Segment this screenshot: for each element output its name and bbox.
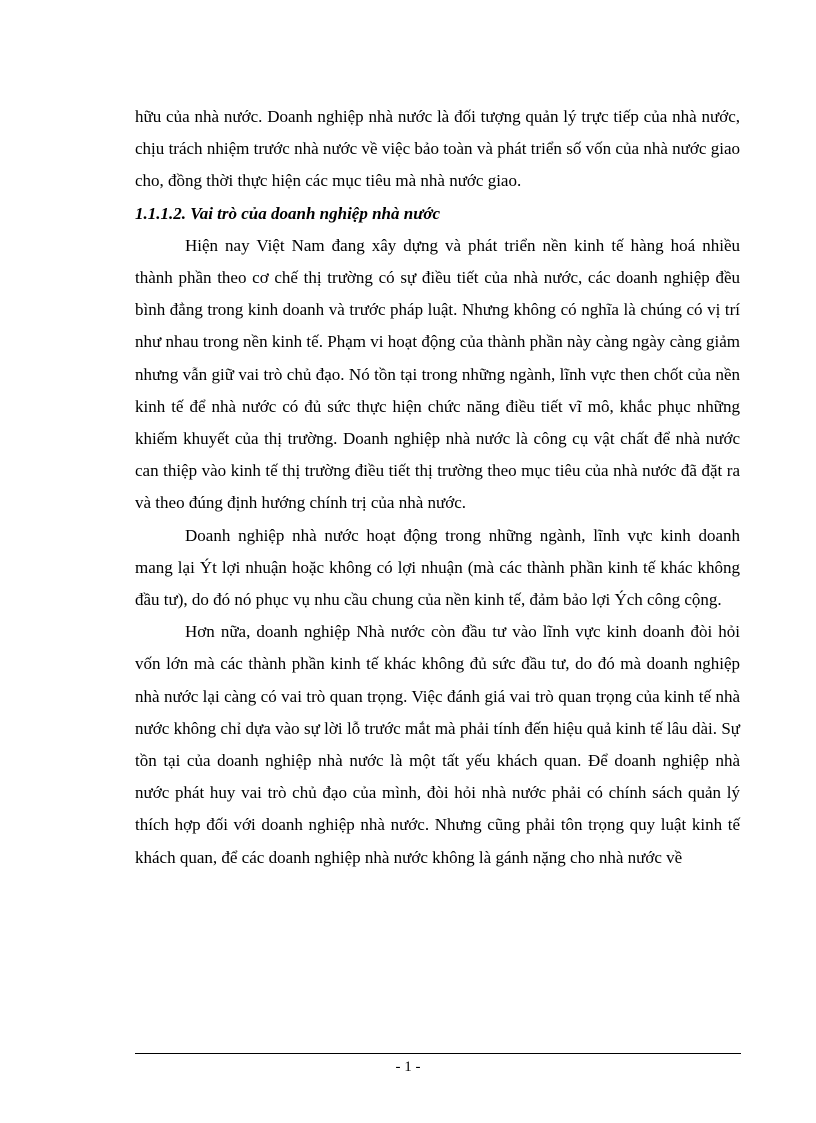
paragraph-role-overview: Hiện nay Việt Nam đang xây dựng và phát triển nền kinh tế hàng hoá nhiều thành phần theo cơ chế thị trường có sự điều tiết của nhà nước, các doanh nghiệp đều bình đẳng trong kinh doanh và trước pháp luật. Nhưng không có nghĩa là chúng có vị trí như nhau trong nền kinh tế. Phạm vi hoạt động của thành phần này càng ngày càng giảm nhưng vẫn giữ vai trò chủ đạo. Nó tồn tại trong những ngành, lĩnh vực then chốt của nền kinh tế để nhà nước có đủ sức thực hiện chức năng điều tiết vĩ mô, khắc phục những khiếm khuyết của thị trường. Doanh nghiệp nhà nước là công cụ vật chất để nhà nước can thiệp vào kinh tế thị trường điều tiết thị trường theo mục tiêu của nhà nước đã đặt ra và theo đúng định hướng chính trị của nhà nước. <box>135 235 740 513</box>
paragraph-low-profit-sectors: Doanh nghiệp nhà nước hoạt động trong những ngành, lĩnh vực kinh doanh mang lại Ýt lợi nhuận hoặc không có lợi nhuận (mà các thành phần kinh tế khác không đầu tư), do đó nó phục vụ nhu cầu chung của nền kinh tế, đảm bảo lợi Ých công cộng. <box>135 525 740 610</box>
paragraph-intro: hữu của nhà nước. Doanh nghiệp nhà nước là đối tượng quản lý trực tiếp của nhà nước, chịu trách nhiệm trước nhà nước về việc bảo toàn và phát triển số vốn của nhà nước giao cho, đồng thời thực hiện các mục tiêu mà nhà nước giao. <box>135 107 740 191</box>
footer-divider <box>135 1053 741 1054</box>
page-number: - 1 - <box>395 1059 421 1075</box>
document-body <box>135 101 740 874</box>
paragraph-large-capital: Hơn nữa, doanh nghiệp Nhà nước còn đầu tư vào lĩnh vực kinh doanh đòi hỏi vốn lớn mà các thành phần kinh tế khác không đủ sức đầu tư, do đó mà doanh nghiệp nhà nước lại càng có vai trò quan trọng. Việc đánh giá vai trò quan trọng của kinh tế nhà nước không chỉ dựa vào sự lời lỗ trước mắt mà phải tính đến hiệu quả kinh tế lâu dài. Sự tồn tại của doanh nghiệp nhà nước là một tất yếu khách quan. Để doanh nghiệp nhà nước phát huy vai trò chủ đạo của mình, đòi hỏi nhà nước phải có chính sách quản lý thích hợp đối với doanh nghiệp nhà nước. Nhưng cũng phải tôn trọng quy luật kinh tế khách quan, để các doanh nghiệp nhà nước không là gánh nặng cho nhà nước về <box>135 622 740 867</box>
section-heading: 1.1.1.2. Vai trò của doanh nghiệp nhà nước <box>135 203 441 223</box>
